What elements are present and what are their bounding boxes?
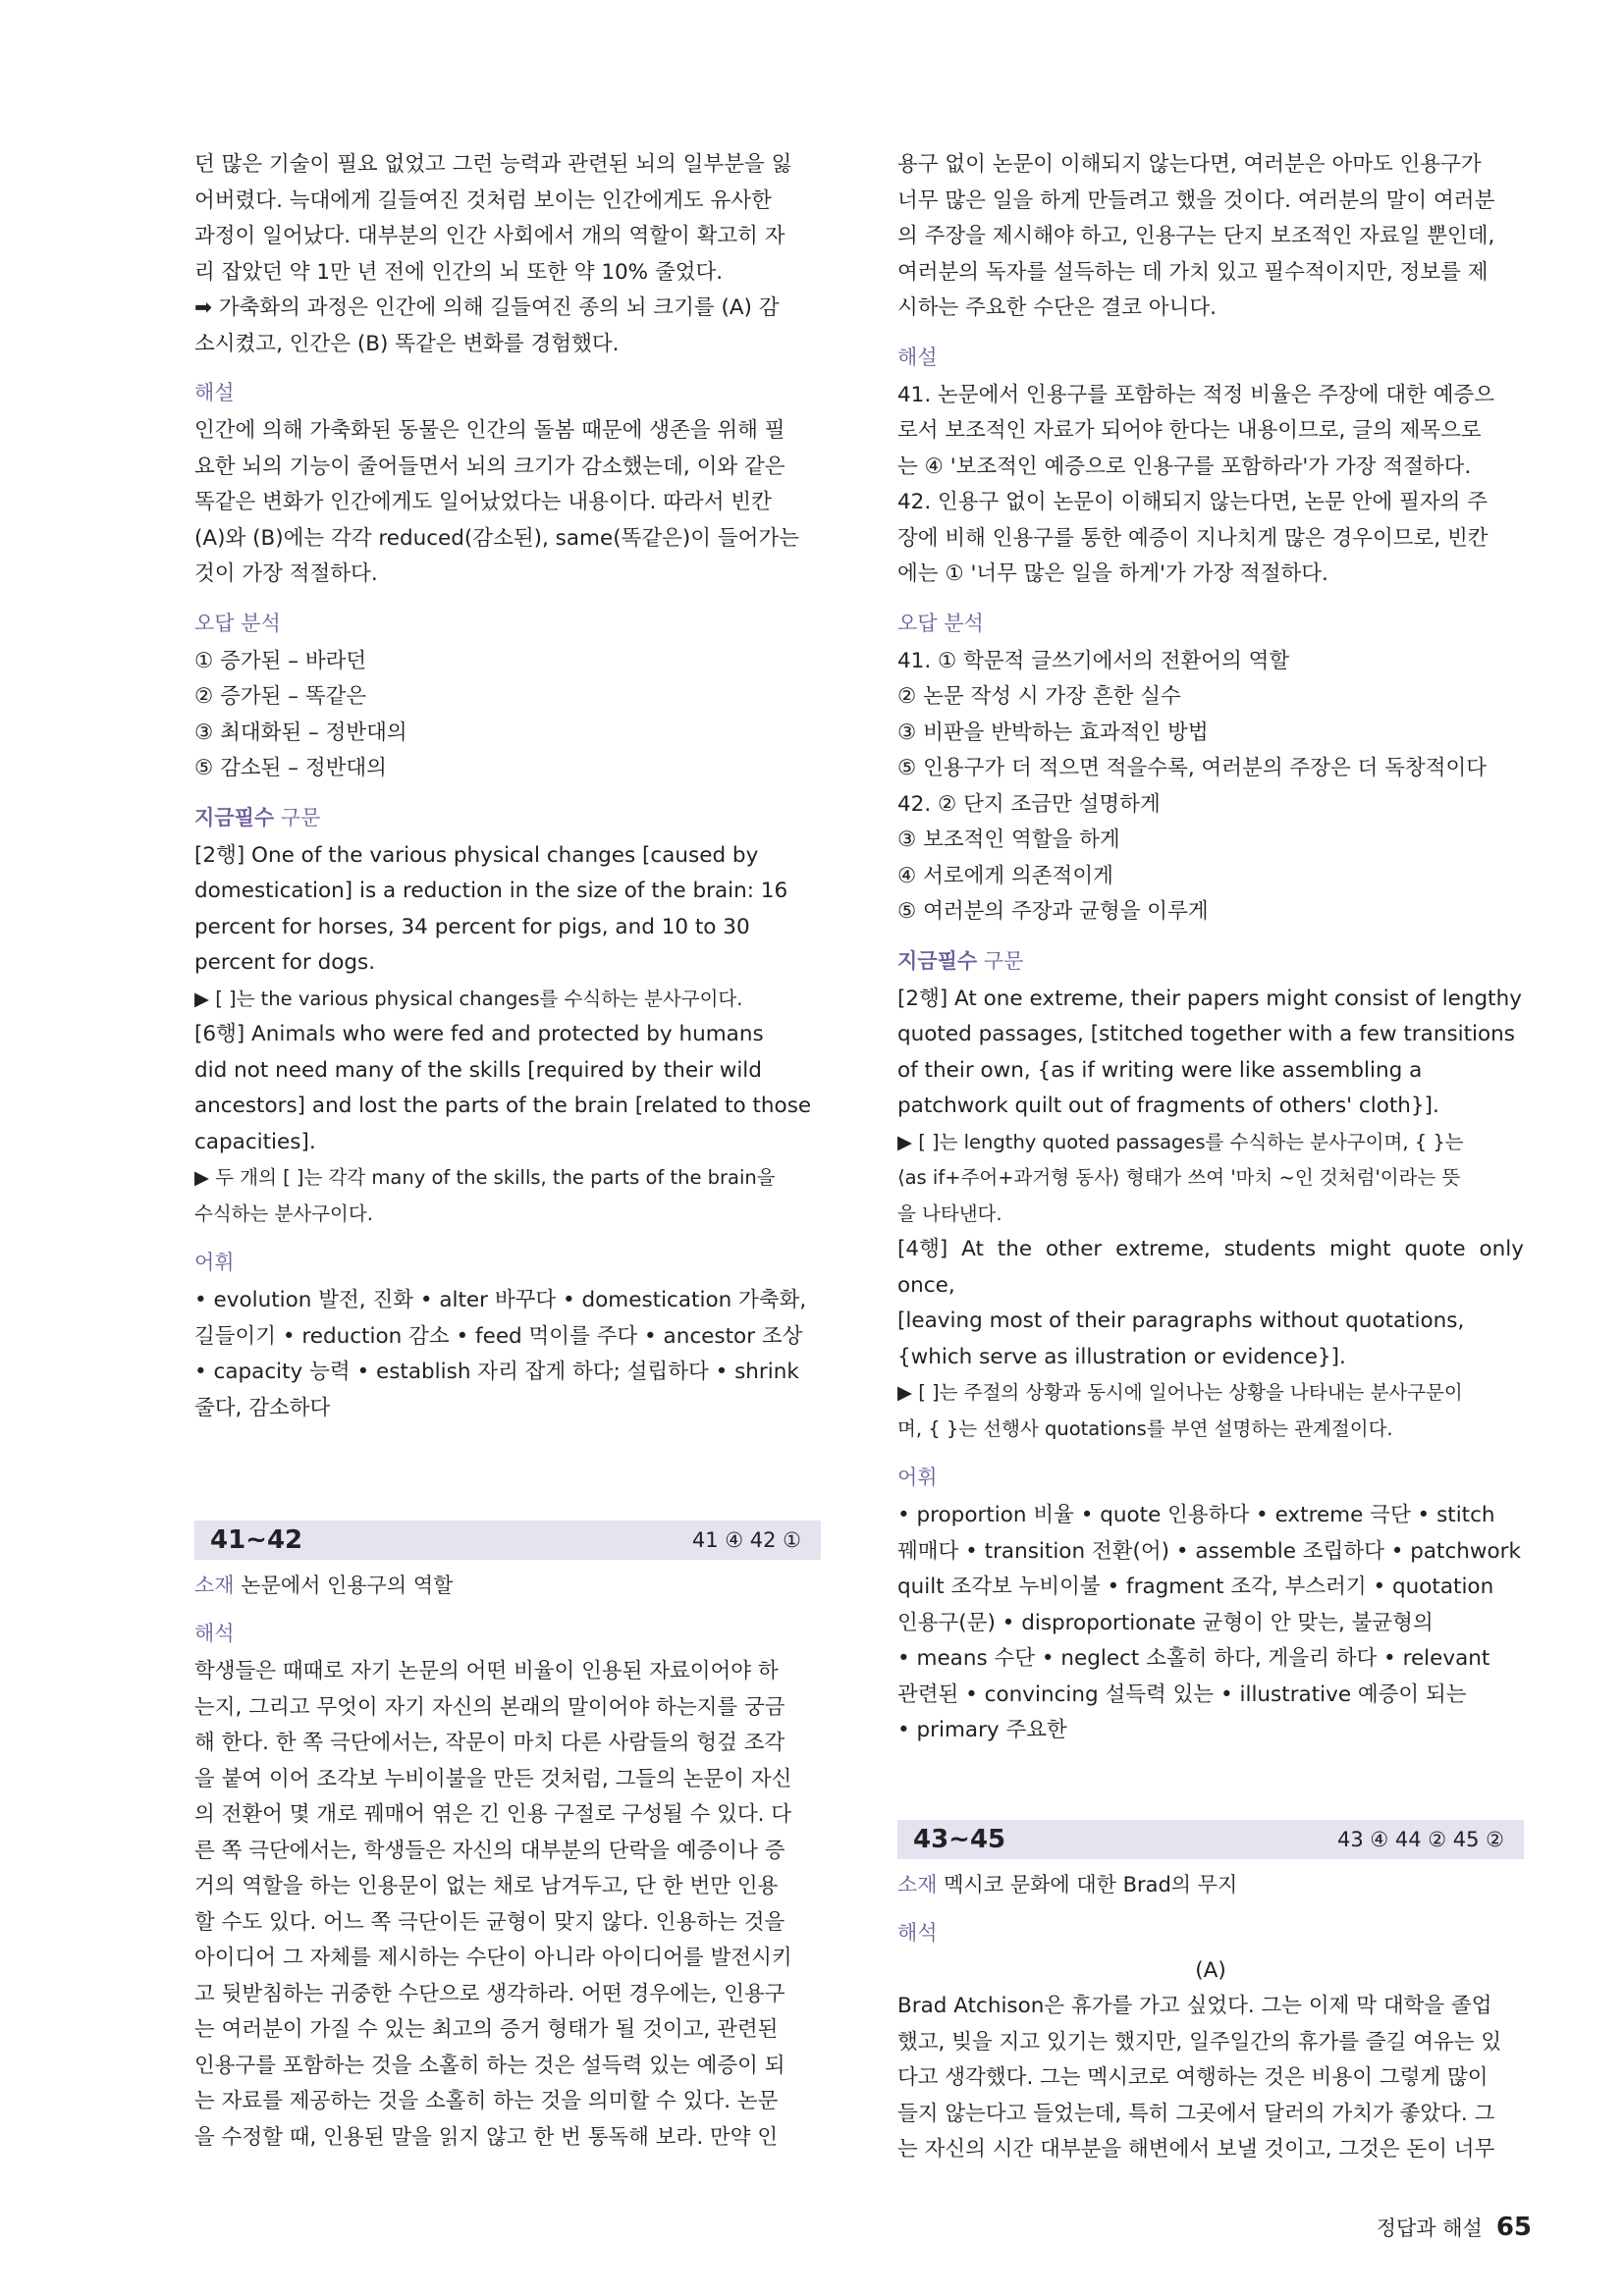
section-header-41-42 <box>194 1521 821 1560</box>
text-line: • evolution 발전, 진화 • alter 바꾸다 • domestication 가축화, <box>194 1288 807 1312</box>
text-line: 는 여러분이 가질 수 있는 최고의 증거 형태가 될 것이고, 관련된 <box>194 2017 779 2042</box>
text-line: 41. ① 학문적 글쓰기에서의 전환어의 역할 <box>897 648 1290 673</box>
text-line: 던 많은 기술이 필요 없었고 그런 능력과 관련된 뇌의 일부분을 잃 <box>194 152 792 177</box>
text-line: ① 증가된 – 바라던 <box>194 648 367 673</box>
odap-body <box>897 644 1524 931</box>
text-line: ④ 서로에게 의존적이게 <box>897 863 1113 888</box>
text-line: 거의 역할을 하는 인용문이 없는 채로 남겨두고, 단 한 번만 인용 <box>194 1874 779 1898</box>
text-line: ② 논문 작성 시 가장 흔한 실수 <box>897 684 1181 709</box>
gumun-heading-bold: 지금필수 <box>194 805 275 829</box>
left-intro <box>194 147 821 362</box>
text-line: 42. ② 단지 조금만 설명하게 <box>897 791 1161 817</box>
text-line: 과정이 일어났다. 대부분의 인간 사회에서 개의 역할이 확고히 자 <box>194 224 785 248</box>
text-line: 아이디어 그 자체를 제시하는 수단이 아니라 아이디어를 발전시키 <box>194 1946 792 1970</box>
haeseol-body <box>194 413 821 593</box>
haeseok-body <box>194 1654 821 2156</box>
vocab-body <box>194 1283 821 1426</box>
text-line: 리 잡았던 약 1만 년 전에 인간의 뇌 또한 약 10% 줄었다. <box>194 259 724 285</box>
text-line: 인용구(문) • disproportionate 균형이 안 맞는, 불균형의 <box>897 1610 1434 1635</box>
gumun-body <box>194 838 821 1233</box>
text-line: [6행] Animals who were fed and protected by humans <box>194 1022 764 1046</box>
text-line: 고 뒷받침하는 귀중한 수단으로 생각하라. 어떤 경우에는, 인용구 <box>194 1981 785 2006</box>
page-footer <box>1377 2213 1532 2242</box>
text-line: 을 붙여 이어 조각보 누비이불을 만든 것처럼, 그들의 논문이 자신 <box>194 1766 792 1791</box>
text-line: 할 수도 있다. 어느 쪽 극단이든 균형이 맞지 않다. 인용하는 것을 <box>194 1909 785 1935</box>
haeseok-heading: 해석 <box>897 1920 938 1945</box>
vocab-heading: 어휘 <box>897 1466 938 1489</box>
text-line: 어버렸다. 늑대에게 길들여진 것처럼 보이는 인간에게도 유사한 <box>194 187 772 213</box>
text-line: 꿰매다 • transition 전환(어) • assemble 조립하다 • patchwork <box>897 1538 1521 1564</box>
text-line: ⑤ 여러분의 주장과 균형을 이루게 <box>897 899 1209 924</box>
text-line: 해 한다. 한 쪽 극단에서는, 작문이 마치 다른 사람들의 헝겊 조각 <box>194 1731 785 1755</box>
gumun-heading <box>194 801 821 834</box>
text-line: ▶ [ ]는 주절의 상황과 동시에 일어나는 상황을 나타내는 분사구문이 <box>897 1381 1463 1404</box>
text-line: ⟨as if+주어+과거형 동사⟩ 형태가 쓰여 '마치 ~인 것처럼'이라는 뜻 <box>897 1166 1461 1189</box>
text-line: 똑같은 변화가 인간에게도 일어났었다는 내용이다. 따라서 빈칸 <box>194 490 772 514</box>
topic-line <box>194 1568 821 1603</box>
haeseol-heading: 해설 <box>194 381 235 404</box>
page-number: 65 <box>1495 2213 1532 2242</box>
topic-text: 논문에서 인용구의 역할 <box>234 1574 454 1597</box>
text-line: 소시켰고, 인간은 (B) 똑같은 변화를 경험했다. <box>194 331 620 356</box>
text-line: [4행] At the other extreme, students might quote only once, <box>897 1237 1524 1298</box>
section-number: 41~42 <box>210 1525 303 1555</box>
text-line: 에는 ① '너무 많은 일을 하게'가 가장 적절하다. <box>897 561 1328 586</box>
text-line: 장에 비해 인용구를 통한 예증이 지나치게 많은 경우이므로, 빈칸 <box>897 525 1489 551</box>
text-line: 했고, 빚을 지고 있기는 했지만, 일주일간의 휴가를 즐길 여유는 있 <box>897 2029 1502 2055</box>
topic-text: 멕시코 문화에 대한 Brad의 무지 <box>937 1872 1238 1896</box>
text-line: 학생들은 때때로 자기 논문의 어떤 비율이 인용된 자료이어야 하 <box>194 1659 779 1683</box>
text-line: 들지 않는다고 들었는데, 특히 그곳에서 달러의 가치가 좋았다. 그 <box>897 2101 1495 2126</box>
text-line: patchwork quilt out of fragments of others' cloth}]. <box>897 1094 1439 1118</box>
haeseok-body <box>897 1989 1524 2168</box>
vocab-heading: 어휘 <box>194 1251 235 1274</box>
text-line: did not need many of the skills [required by their wild <box>194 1057 762 1083</box>
text-line: [2행] One of the various physical changes [caused by <box>194 842 759 868</box>
text-line: 너무 많은 일을 하게 만들려고 했을 것이다. 여러분의 말이 여러분 <box>897 187 1495 213</box>
text-line: 는 자료를 제공하는 것을 소홀히 하는 것을 의미할 수 있다. 논문 <box>194 2089 779 2113</box>
text-line: 을 수정할 때, 인용된 말을 읽지 않고 한 번 통독해 보라. 만약 인 <box>194 2124 779 2150</box>
section-answers: 41 ④ 42 ① <box>691 1528 801 1552</box>
text-line: {which serve as illustration or evidence}]. <box>897 1344 1346 1369</box>
text-line: 의 주장을 제시해야 하고, 인용구는 단지 보조적인 자료일 뿐인데, <box>897 224 1495 248</box>
text-line: quoted passages, [stitched together with a few transitions <box>897 1022 1516 1046</box>
text-line: [leaving most of their paragraphs without quotations, <box>897 1308 1465 1333</box>
text-line: domestication] is a reduction in the size of the brain: 16 <box>194 879 788 903</box>
text-line: 요한 뇌의 기능이 줄어들면서 뇌의 크기가 감소했는데, 이와 같은 <box>194 454 785 479</box>
section-answers: 43 ④ 44 ② 45 ② <box>1336 1827 1504 1851</box>
text-line: Brad Atchison은 휴가를 가고 싶었다. 그는 이제 막 대학을 졸업 <box>897 1994 1492 2018</box>
topic-label: 소재 <box>194 1574 235 1597</box>
text-line: [2행] At one extreme, their papers might consist of lengthy <box>897 986 1522 1011</box>
odap-heading: 오답 분석 <box>194 611 281 635</box>
text-line: ② 증가된 – 똑같은 <box>194 684 367 709</box>
vocab-body <box>897 1498 1524 1749</box>
text-line: ➡ 가축화의 과정은 인간에 의해 길들여진 종의 뇌 크기를 (A) 감 <box>194 295 780 320</box>
text-line: 수식하는 분사구이다. <box>194 1201 373 1225</box>
section-number: 43~45 <box>913 1824 1006 1854</box>
text-line: 른 쪽 극단에서는, 학생들은 자신의 대부분의 단락을 예증이나 증 <box>194 1838 785 1863</box>
text-line: capacities]. <box>194 1129 316 1154</box>
text-line: 인간에 의해 가축화된 동물은 인간의 돌봄 때문에 생존을 위해 필 <box>194 418 785 443</box>
gumun-heading <box>897 944 1524 978</box>
haeseol-body <box>897 378 1524 593</box>
text-line: 의 전환어 몇 개로 꿰매어 엮은 긴 인용 구절로 구성될 수 있다. 다 <box>194 1802 792 1827</box>
text-line: 을 나타낸다. <box>897 1201 1002 1225</box>
text-line: 며, { }는 선행사 quotations를 부연 설명하는 관계절이다. <box>897 1416 1393 1440</box>
text-line: • proportion 비율 • quote 인용하다 • extreme 극단 • stitch <box>897 1503 1495 1527</box>
text-line: ③ 최대화된 – 정반대의 <box>194 720 407 745</box>
odap-body <box>194 644 821 787</box>
topic-line <box>897 1867 1524 1902</box>
gumun-heading-rest: 구문 <box>977 948 1024 973</box>
text-line: ③ 보조적인 역할을 하게 <box>897 828 1120 852</box>
topic-label: 소재 <box>897 1872 938 1896</box>
text-line: ⑤ 인용구가 더 적으면 적을수록, 여러분의 주장은 더 독창적이다 <box>897 756 1488 780</box>
text-line: ⑤ 감소된 – 정반대의 <box>194 756 387 780</box>
text-line: ▶ 두 개의 [ ]는 각각 many of the skills, the parts of the brain을 <box>194 1166 776 1189</box>
text-line: 로서 보조적인 자료가 되어야 한다는 내용이므로, 글의 제목으로 <box>897 418 1482 443</box>
right-column <box>897 147 1524 2168</box>
left-column <box>194 147 821 2156</box>
section-header-43-45 <box>897 1820 1524 1859</box>
odap-heading: 오답 분석 <box>897 611 984 635</box>
text-line: • primary 주요한 <box>897 1718 1067 1742</box>
gumun-heading-rest: 구문 <box>274 805 321 829</box>
text-line: ancestors] and lost the parts of the brain [related to those <box>194 1094 812 1118</box>
text-line: ▶ [ ]는 the various physical changes를 수식하는 분사구이다. <box>194 987 743 1010</box>
text-line: percent for dogs. <box>194 950 376 975</box>
text-line: 다고 생각했다. 그는 멕시코로 여행하는 것은 비용이 그렇게 많이 <box>897 2065 1489 2090</box>
text-line: ③ 비판을 반박하는 효과적인 방법 <box>897 720 1209 745</box>
text-line: 41. 논문에서 인용구를 포함하는 적정 비율은 주장에 대한 예증으 <box>897 382 1495 407</box>
text-line: 것이 가장 적절하다. <box>194 561 378 586</box>
text-line: percent for horses, 34 percent for pigs, and 10 to 30 <box>194 914 750 939</box>
haeseol-heading: 해설 <box>897 345 938 369</box>
gumun-heading-bold: 지금필수 <box>897 948 978 973</box>
gumun-body <box>897 982 1524 1448</box>
text-line: 관련된 • convincing 설득력 있는 • illustrative 예증이 되는 <box>897 1682 1467 1707</box>
text-line: ▶ [ ]는 lengthy quoted passages를 수식하는 분사구이며, { }는 <box>897 1130 1464 1153</box>
footer-label: 정답과 해설 <box>1376 2216 1483 2240</box>
text-line: 42. 인용구 없이 논문이 이해되지 않는다면, 논문 안에 필자의 주 <box>897 490 1488 514</box>
text-line: 는 ④ '보조적인 예증으로 인용구를 포함하라'가 가장 적절하다. <box>897 454 1472 479</box>
haeseok-heading: 해석 <box>194 1622 235 1645</box>
right-intro <box>897 147 1524 327</box>
text-line: • means 수단 • neglect 소홀히 하다, 게을리 하다 • relevant <box>897 1646 1490 1671</box>
text-line: 인용구를 포함하는 것을 소홀히 하는 것은 설득력 있는 예증이 되 <box>194 2053 785 2078</box>
haeseok-subheading: (A) <box>1195 1957 1226 1983</box>
text-line: 줄다, 감소하다 <box>194 1395 331 1420</box>
text-line: • capacity 능력 • establish 자리 잡게 하다; 설립하다 • shrink <box>194 1360 799 1384</box>
text-line: (A)와 (B)에는 각각 reduced(감소된), same(똑같은)이 들어가는 <box>194 525 799 551</box>
text-line: 여러분의 독자를 설득하는 데 가치 있고 필수적이지만, 정보를 제 <box>897 259 1489 285</box>
text-line: 시하는 주요한 수단은 결코 아니다. <box>897 295 1217 320</box>
text-line: 용구 없이 논문이 이해되지 않는다면, 여러분은 아마도 인용구가 <box>897 152 1482 177</box>
text-line: quilt 조각보 누비이불 • fragment 조각, 부스러기 • quotation <box>897 1575 1494 1599</box>
text-line: 는지, 그리고 무엇이 자기 자신의 본래의 말이어야 하는지를 궁금 <box>194 1694 785 1720</box>
text-line: of their own, {as if writing were like assembling a <box>897 1057 1423 1083</box>
text-line: 는 자신의 시간 대부분을 해변에서 보낼 것이고, 그것은 돈이 너무 <box>897 2137 1495 2162</box>
text-line: 길들이기 • reduction 감소 • feed 먹이를 주다 • ancestor 조상 <box>194 1323 803 1349</box>
